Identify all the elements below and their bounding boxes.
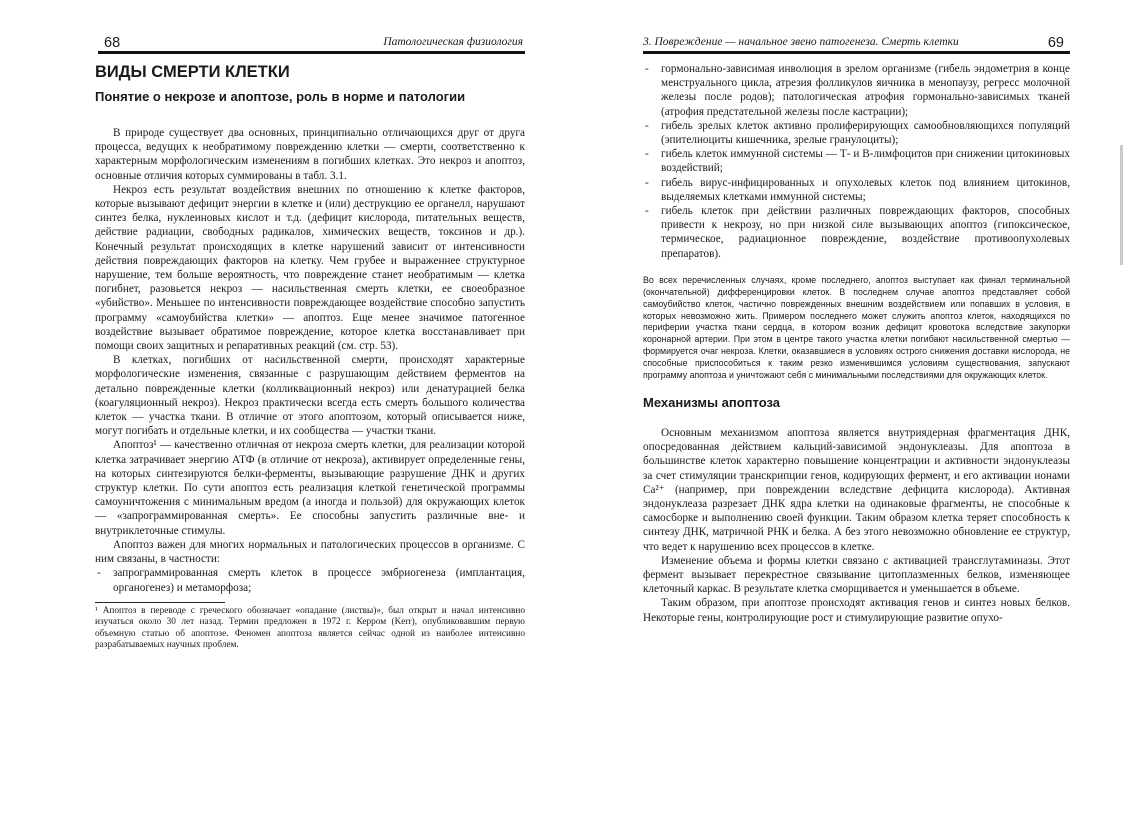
dash-bullet: -: [645, 176, 649, 189]
page-number-right: 69: [1047, 35, 1064, 51]
list-item-text: гибель зрелых клеток активно пролиферирующих самообновляющихся популяций (эпителиоциты кишечника, зрелые гранулоциты);: [661, 119, 1070, 147]
list-item: [643, 147, 1070, 175]
dash-bullet: -: [645, 119, 649, 132]
spacer: [643, 261, 1070, 275]
footnote: ¹ Апоптоз в переводе с греческого обозначает «опадание (листвы)», был открыт и начал интенсивно изучаться около 30 лет назад. Термин предложен в 1972 г. Керром (Kerr), опубликовавшим первую объемную статью об апоптозе. Феномен апоптоза является сейчас одной из наиболее интенсивно разрабатываемых научных проблем.: [95, 605, 525, 651]
right-page-content: [643, 62, 1070, 625]
left-page: [0, 0, 560, 816]
page-number-left: 68: [104, 35, 121, 51]
left-page-content: [95, 62, 525, 652]
paragraph: Основным механизмом апоптоза является внутриядерная фрагментация ДНК, опосредованная действием кальций-зависимой эндонуклеазы. Для апоптоза в большинстве клеток характерно повышение концентрации и активности эндонуклеазы за счет стимуляции транскрипции генов, кодирующих фермент, и его активации ионами Са²⁺ (например, при повреждении вследствие дефицита кислорода). Активная эндонуклеаза разрезает ДНК ядра клетки на одинаковые фрагменты, не способные к самосборке и выполнению своей функции. Таким образом клетка теряет способность к синтезу ДНК, матричной РНК и белка. А без этого невозможно обновление ее структур, что ведет к нарушению всех процессов в клетке.: [643, 427, 1070, 553]
paragraph: Изменение объема и формы клетки связано с активацией трансглутаминазы. Этот фермент вызывает перекрестное связывание цитоплазменных белков, изменяющее клеточный каркас. В результате клетка сморщивается и уменьшается в объеме.: [643, 554, 1070, 596]
list-item: [643, 119, 1070, 147]
left-page-header: [98, 34, 525, 54]
list-item: [643, 176, 1070, 204]
spacer: [643, 382, 1070, 394]
list-item: [643, 62, 1070, 119]
dash-bullet: -: [645, 63, 649, 75]
header-rule-left: [98, 51, 525, 54]
list-item-text: гибель клеток иммунной системы — Т- и В-лимфоцитов при снижении цитокиновых воздействий;: [661, 148, 1070, 175]
paragraph: Апоптоз¹ — качественно отличная от некроза смерть клетки, для реализации которой клетка затрачивает энергию АТФ (в отличие от некроза), активирует определенные гены, на которых синтезируются белки-ферменты, вызывающие разрушение ДНК и других структур клетки. По сути апоптоз есть реализация клеткой генетической программы самоуничтожения с минимальным вредом (а иногда и пользой) для окружающих клеток — «запрограммированная смерть». Ее способны запустить различные вне- и внутриклеточные стимулы.: [95, 439, 525, 537]
right-page: [563, 0, 1123, 816]
dash-bullet: -: [645, 148, 649, 161]
dash-bullet: -: [645, 205, 649, 218]
list-item-text: гибель клеток при действии различных повреждающих факторов, способных привести к некрозу, но при низкой силе вызывающих апоптоз (гипоксическое, термическое, радиационное повреждение, воздействие противоопухолевых препаратов).: [661, 205, 1070, 260]
list-item: [95, 566, 525, 594]
paragraph: В клетках, погибших от насильственной смерти, происходят характерные морфологические изменения, связанные с разрушающим действием ферментов на детально поврежденные клетки (колликвационный некроз) или денатурацией белка (коагуляционный некроз). Некроз практически всегда есть смерть большого количества клеток — участка ткани. В отличие от этого апоптозом, который описывается ниже, могут погибать и отдельные клетки, и их сообщества — участки ткани.: [95, 354, 525, 438]
running-title-left: Патологическая физиология: [383, 36, 523, 48]
section-subtitle: Понятие о некрозе и апоптозе, роль в норме и патологии: [95, 89, 466, 104]
section-title: Механизмы апоптоза: [643, 395, 781, 410]
paragraph: Некроз есть результат воздействия внешних по отношению к клетке факторов, которые вызывают дефицит энергии в клетке и (или) деструкцию ее органелл, нарушают синтез белка, нуклеиновых кислот и т.д. (дефицит кислорода, питательных веществ, действие радиации, свободных радикалов, химических веществ, токсинов и др.). Конечный результат происходящих в клетке нарушений зависит от интенсивности действия повреждающих факторов на клетку. Чем грубее и выраженнее структурное нарушение, тем больше вероятность, что повреждение станет необратимым — клетка погибнет, разовьется некроз — насильственная смерть клетки, ее своеобразное «убийство». Меньшее по интенсивности повреждающее воздействие способно запустить программу «самоубийства клетки» — апоптоз. Еще менее значимое патогенное воздействие вызывает обратимое повреждение, которое клетка восстанавливает при помощи своих защитных и репаративных реакций (см. стр. 53).: [95, 183, 525, 353]
running-title-right: 3. Повреждение — начальное звено патогенеза. Смерть клетки: [643, 36, 959, 48]
paragraph: Таким образом, при апоптозе происходят активация генов и синтез новых белков. Некоторые гены, контролирующие рост и стимулирующие развитие опухо-: [643, 597, 1070, 624]
chapter-title: ВИДЫ СМЕРТИ КЛЕТКИ: [95, 63, 290, 81]
footnote-rule: [95, 602, 225, 603]
small-print-note: Во всех перечисленных случаях, кроме последнего, апоптоз выступает как финал терминальной (окончательной) дифференцировки клеток. В последнем случае апоптоз представляет собой самоубийство клеток, частично поврежденных внешним воздействием или попавших в условия, в которых невозможно жить. Примером последнего может служить апоптоз клеток, находящихся по периферии участка ткани сердца, в котором возник дефицит кровотока вследствие закупорки коронарной артерии. При этом в центре такого участка клетки погибают насильственной смертью — формируется очаг некроза. Клетки, оказавшиеся в условиях острого снижения доставки кислорода, не способные приспособиться к таким резко изменившимся условиям существования, запускают программу апоптоза и уничтожают себя с минимальными последствиями для окружающих клеток.: [643, 274, 1070, 381]
list-item-text: запрограммированная смерть клеток в процессе эмбриогенеза (имплантация, органогенез) и метаморфоза;: [113, 567, 525, 594]
bullet-list-left: [95, 566, 525, 594]
bullet-list-right: [643, 62, 1070, 261]
list-item-text: гормонально-зависимая инволюция в зрелом организме (гибель эндометрия в конце менструального цикла, атрезия фолликулов яичника в менопаузу, регресс молочной железы после родов); патологическая атрофия гормонально-зависимых тканей (атрофия предстательной железы после кастрации);: [661, 63, 1070, 118]
list-item-text: гибель вирус-инфицированных и опухолевых клеток под влиянием цитокинов, выделяемых клетками иммунной системы;: [661, 176, 1070, 203]
dash-bullet: -: [97, 567, 101, 580]
right-page-header: [643, 34, 1070, 54]
paragraph: В природе существует два основных, принципиально отличающихся друг от друга процесса, ведущих к необратимому повреждению клетки — смерти, соответственно к характерным морфологическим изменениям в погибших клетках. Это некроз и апоптоз, основные отличия которых суммированы в табл. 3.1.: [95, 127, 525, 182]
list-item: [643, 204, 1070, 261]
header-rule-right: [643, 51, 1070, 54]
paragraph: Апоптоз важен для многих нормальных и патологических процессов в организме. С ним связаны, в частности:: [95, 538, 525, 566]
